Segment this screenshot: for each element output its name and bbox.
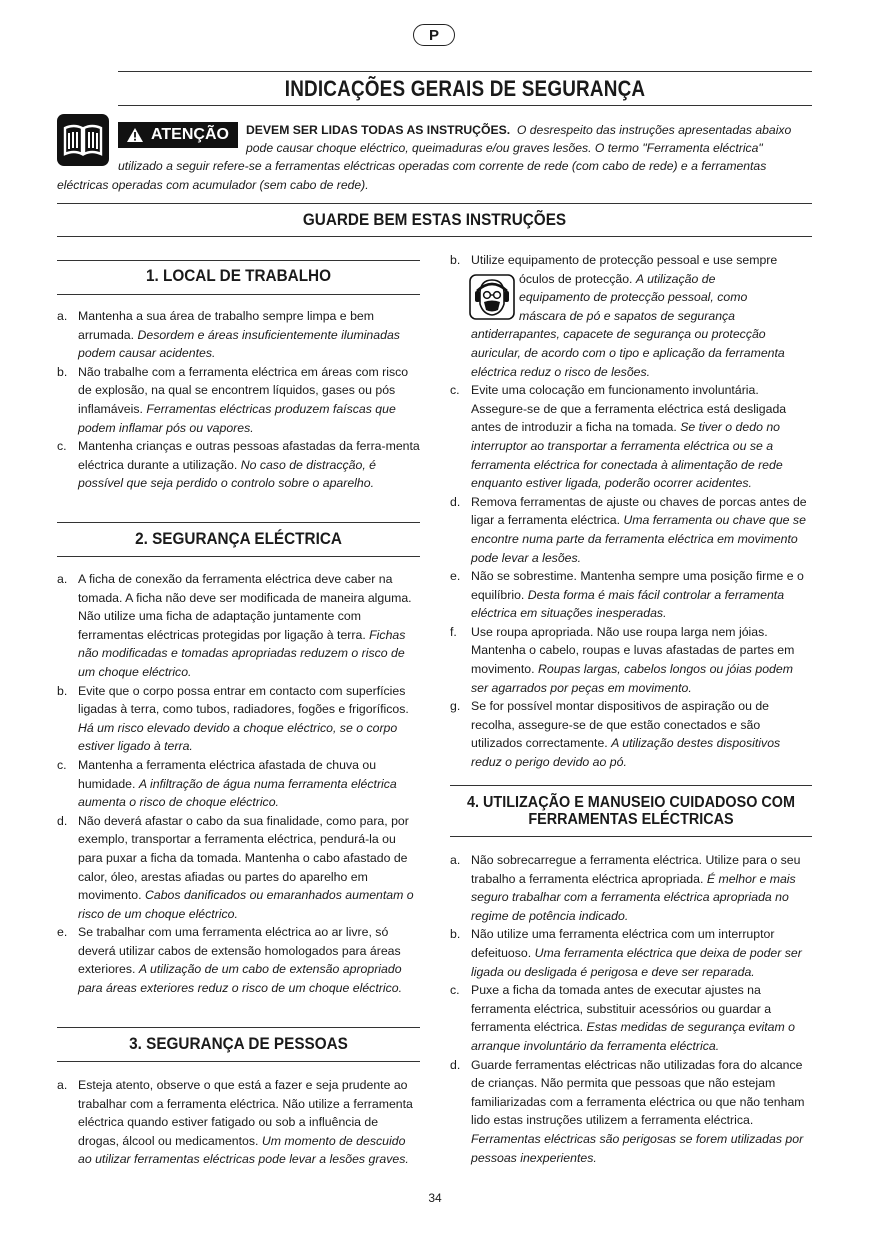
item-italic: Se tiver o dedo no interruptor ao transportar a ferramenta eléctrica ou se a ferramenta eléctrica for conectada à alimentação de rede enquanto estiver ligada, poderão ocorrer acidentes. [471, 420, 783, 491]
item-label: c. [450, 983, 460, 998]
section-4-title-line-1: 4. UTILIZAÇÃO E MANUSEIO CUIDADOSO COM [466, 794, 795, 811]
item-italic: Roupas largas, cabelos longos ou jóias podem ser agarrados por peças em movimento. [471, 662, 793, 695]
face-protection-icon [469, 274, 515, 320]
read-manual-book-icon [57, 114, 109, 166]
item-label: d. [450, 1057, 461, 1072]
item-italic: Fichas não modificadas e tomadas apropriadas reduzem o risco de um choque eléctrico. [78, 627, 406, 679]
item-text: Não deverá afastar o cabo da sua finalidade, como para, por exemplo, transportar a ferramenta eléctrica, pendurá-la ou para puxar a ficha da tomada. Mantenha o cabo afastado de calor, óleo, arestas afiadas ou partes do aparelho em movimento. [78, 813, 409, 903]
language-badge: P [413, 24, 455, 46]
page-title: INDICAÇÕES GERAIS DE SEGURANÇA [284, 76, 646, 101]
list-item [450, 623, 812, 697]
list-item [57, 307, 420, 363]
item-italic: máscara de pó e sapatos de segurança [519, 308, 736, 323]
item-text: Não se sobrestime. Mantenha sempre uma posição firme e o equilíbrio. [471, 569, 804, 602]
list-item [57, 1076, 420, 1169]
item-label: e. [450, 569, 461, 584]
item-italic: Uma ferramenta ou chave que se encontre numa parte da ferramenta eléctrica em movimento pode levar a lesões. [471, 513, 806, 565]
s1-top-rule [57, 260, 420, 261]
section-3-list [57, 1076, 420, 1169]
item-text: Não trabalhe com a ferramenta eléctrica em áreas com risco de explosão, na qual se encontrem líquidos, gases ou pós inflamáveis. [78, 364, 409, 416]
s4-top-rule [450, 785, 812, 786]
item-italic: Cabos danificados ou emaranhados aumentam o risco de um choque eléctrico. [78, 888, 414, 921]
item-italic: No caso de distracção, é possível que seja perdido o controlo sobre o aparelho. [78, 457, 377, 491]
item-italic: Há um risco elevado devido a choque eléctrico, se o corpo estiver ligado à terra. [78, 720, 398, 754]
warning-italic-4: eléctricas operadas com acumulador (sem cabo de rede). [57, 178, 369, 192]
warning-bold: DEVEM SER LIDAS TODAS AS INSTRUÇÕES. [246, 123, 511, 137]
s1-bottom-rule [57, 294, 420, 295]
list-item [450, 251, 812, 381]
list-item [450, 851, 812, 925]
item-text: Utilize equipamento de protecção pessoal e use sempre [471, 253, 778, 267]
item-label: b. [450, 927, 461, 942]
item-italic: A infiltração de água numa ferramenta eléctrica aumenta o risco de choque eléctrico. [78, 776, 397, 810]
s3-top-rule [57, 1027, 420, 1028]
item-label: c. [57, 439, 67, 454]
item-label: d. [450, 494, 461, 509]
list-item [57, 570, 420, 682]
item-italic: Estas medidas de segurança evitam o arranque involuntário da ferramenta eléctrica. [471, 1020, 795, 1053]
section-3-list-continued [450, 251, 812, 772]
item-italic: Desordem e áreas insuficientemente iluminadas podem causar acidentes. [78, 327, 400, 361]
s3-bottom-rule [57, 1061, 420, 1062]
s2-bottom-rule [57, 556, 420, 557]
warning-line-1 [246, 121, 816, 139]
list-item [57, 923, 420, 997]
list-item [57, 437, 420, 493]
item-italic: Desta forma é mais fácil controlar a ferramenta eléctrica em situações inesperadas. [471, 587, 785, 621]
s4-bottom-rule [450, 836, 812, 837]
section-1-list [57, 307, 420, 493]
warning-triangle-icon [127, 128, 143, 142]
keep-bottom-rule [57, 236, 812, 237]
list-item [57, 682, 420, 756]
warning-italic-3: utilizado a seguir refere-se a ferramentas eléctricas operadas com corrente de rede (com cabo de rede) e a ferramentas [118, 159, 767, 173]
list-item [57, 756, 420, 812]
item-italic: Um momento de descuido ao utilizar ferramentas eléctricas pode levar a lesões graves. [78, 1133, 409, 1167]
list-item [450, 981, 812, 1055]
warning-line-4 [57, 176, 757, 194]
item-italic: Ferramentas eléctricas produzem faíscas que podem inflamar pós ou vapores. [78, 401, 396, 435]
item-label: d. [57, 813, 68, 828]
item-label: f. [450, 624, 457, 639]
warning-italic-2: pode causar choque eléctrico, queimaduras e/ou graves lesões. O termo "Ferramenta eléctrica" [246, 141, 763, 155]
item-label: b. [57, 683, 68, 698]
item-text: Evite uma colocação em funcionamento involuntária. Assegure-se de que a ferramenta eléctrica está desligada antes de introduzir a ficha na tomada. [471, 383, 787, 435]
title-top-rule [118, 71, 812, 72]
list-item [450, 697, 812, 771]
item-text: Remova ferramentas de ajuste ou chaves de porcas antes de ligar a ferramenta eléctrica. [471, 494, 807, 528]
list-item [57, 363, 420, 437]
item-label: b. [57, 364, 68, 379]
item-italic: A utilização de [635, 271, 716, 286]
item-label: a. [57, 309, 68, 323]
list-item [450, 925, 812, 981]
warning-line-2 [246, 139, 816, 157]
title-bottom-rule [118, 105, 812, 106]
warning-line-3 [118, 157, 818, 175]
item-text: Não utilize uma ferramenta eléctrica com um interruptor defeituoso. [471, 927, 775, 960]
item-text: Mantenha a ferramenta eléctrica afastada de chuva ou humidade. [78, 757, 377, 791]
list-item [57, 812, 420, 924]
warning-italic-1: O desrespeito das instruções apresentadas abaixo [516, 123, 792, 137]
item-label: c. [450, 383, 460, 398]
item-label: b. [450, 253, 461, 267]
item-label: e. [57, 925, 68, 940]
item-text: Mantenha a sua área de trabalho sempre limpa e bem arrumada. [78, 309, 374, 342]
section-3-title: 3. SEGURANÇA DE PESSOAS [129, 1034, 348, 1053]
keep-top-rule [57, 203, 812, 204]
warning-badge [118, 122, 238, 148]
item-italic: É melhor e mais seguro trabalhar com a ferramenta eléctrica apropriada no regime de potência indicado. [471, 871, 796, 923]
item-text: Guarde ferramentas eléctricas não utilizadas fora do alcance de crianças. Não permita que pessoas que não estejam familiarizadas com a ferramenta eléctrica ou que não tenham lido estas instruções utilizem a ferramenta eléctrica. [471, 1057, 805, 1128]
item-text: Não sobrecarregue a ferramenta eléctrica. Utilize para o seu trabalho a ferramenta eléctrica apropriada. [471, 853, 801, 886]
item-italic: antiderrapantes, capacete de segurança ou protecção auricular, de acordo com o tipo e aplicação da ferramenta eléctrica reduz o risco de lesões. [471, 327, 785, 379]
section-2-title: 2. SEGURANÇA ELÉCTRICA [135, 529, 342, 548]
section-2-list [57, 570, 420, 998]
item-label: a. [57, 572, 68, 586]
item-label: g. [450, 699, 461, 714]
item-label: c. [57, 757, 67, 772]
item-italic: Ferramentas eléctricas são perigosas se forem utilizadas por pessoas inexperientes. [471, 1131, 804, 1165]
item-text: Mantenha crianças e outras pessoas afastadas da ferra-menta eléctrica durante a utilização. [78, 439, 420, 472]
item-label: a. [57, 1078, 68, 1092]
list-item [450, 1056, 812, 1168]
item-text: óculos de protecção. [519, 271, 636, 286]
item-label: a. [450, 853, 461, 867]
list-item [450, 493, 812, 567]
list-item [450, 381, 812, 493]
item-italic: A utilização de um cabo de extensão apropriado para áreas exteriores reduz o risco de um choque eléctrico. [78, 962, 402, 996]
list-item [450, 567, 812, 623]
item-text: Evite que o corpo possa entrar em contacto com superfícies ligadas à terra, como tubos, radiadores, fogões e frigoríficos. [78, 683, 409, 717]
item-text: Se for possível montar dispositivos de aspiração ou de recolha, assegure-se de que estão conectados e são utilizados correctamente. [471, 699, 770, 751]
item-italic: Uma ferramenta eléctrica que deixa de poder ser ligada ou desligada é perigosa e deve ser reparada. [471, 945, 802, 979]
s2-top-rule [57, 522, 420, 523]
section-4-title-line-2: FERRAMENTAS ELÉCTRICAS [528, 811, 734, 828]
item-text: Se trabalhar com uma ferramenta eléctrica ao ar livre, só deverá utilizar cabos de extensão homologados para áreas exteriores. [78, 925, 401, 977]
item-text: Puxe a ficha da tomada antes de executar ajustes na ferramenta eléctrica, substituir acessórios ou guardar a ferramenta eléctrica. [471, 983, 772, 1035]
section-4-list [450, 851, 812, 1167]
item-text: A ficha de conexão da ferramenta eléctrica deve caber na tomada. A ficha não deve ser modificada de maneira alguma. Não utilize uma ficha de adaptação juntamente com ferramentas eléctricas protegidas por ligação à terra. [78, 572, 412, 642]
item-italic: A utilização destes dispositivos reduz o perigo devido ao pó. [471, 736, 781, 770]
item-text: Use roupa apropriada. Não use roupa larga nem jóias. Mantenha o cabelo, roupas e luvas afastadas de partes em movimento. [471, 624, 795, 677]
page-number: 34 [428, 1191, 442, 1205]
ppe-line [471, 270, 812, 326]
warning-badge-label: ATENÇÃO [151, 126, 229, 143]
item-text: Esteja atento, observe o que está a fazer e seja prudente ao trabalhar com a ferramenta eléctrica. Não utilize a ferramenta eléctrica quando estiver fatigado ou sob a influência de drogas, álcool ou medicamentos. [78, 1078, 413, 1148]
keep-instructions-title: GUARDE BEM ESTAS INSTRUÇÕES [302, 210, 567, 229]
section-1-title: 1. LOCAL DE TRABALHO [145, 266, 332, 285]
item-italic: equipamento de protecção pessoal, como [519, 290, 748, 305]
